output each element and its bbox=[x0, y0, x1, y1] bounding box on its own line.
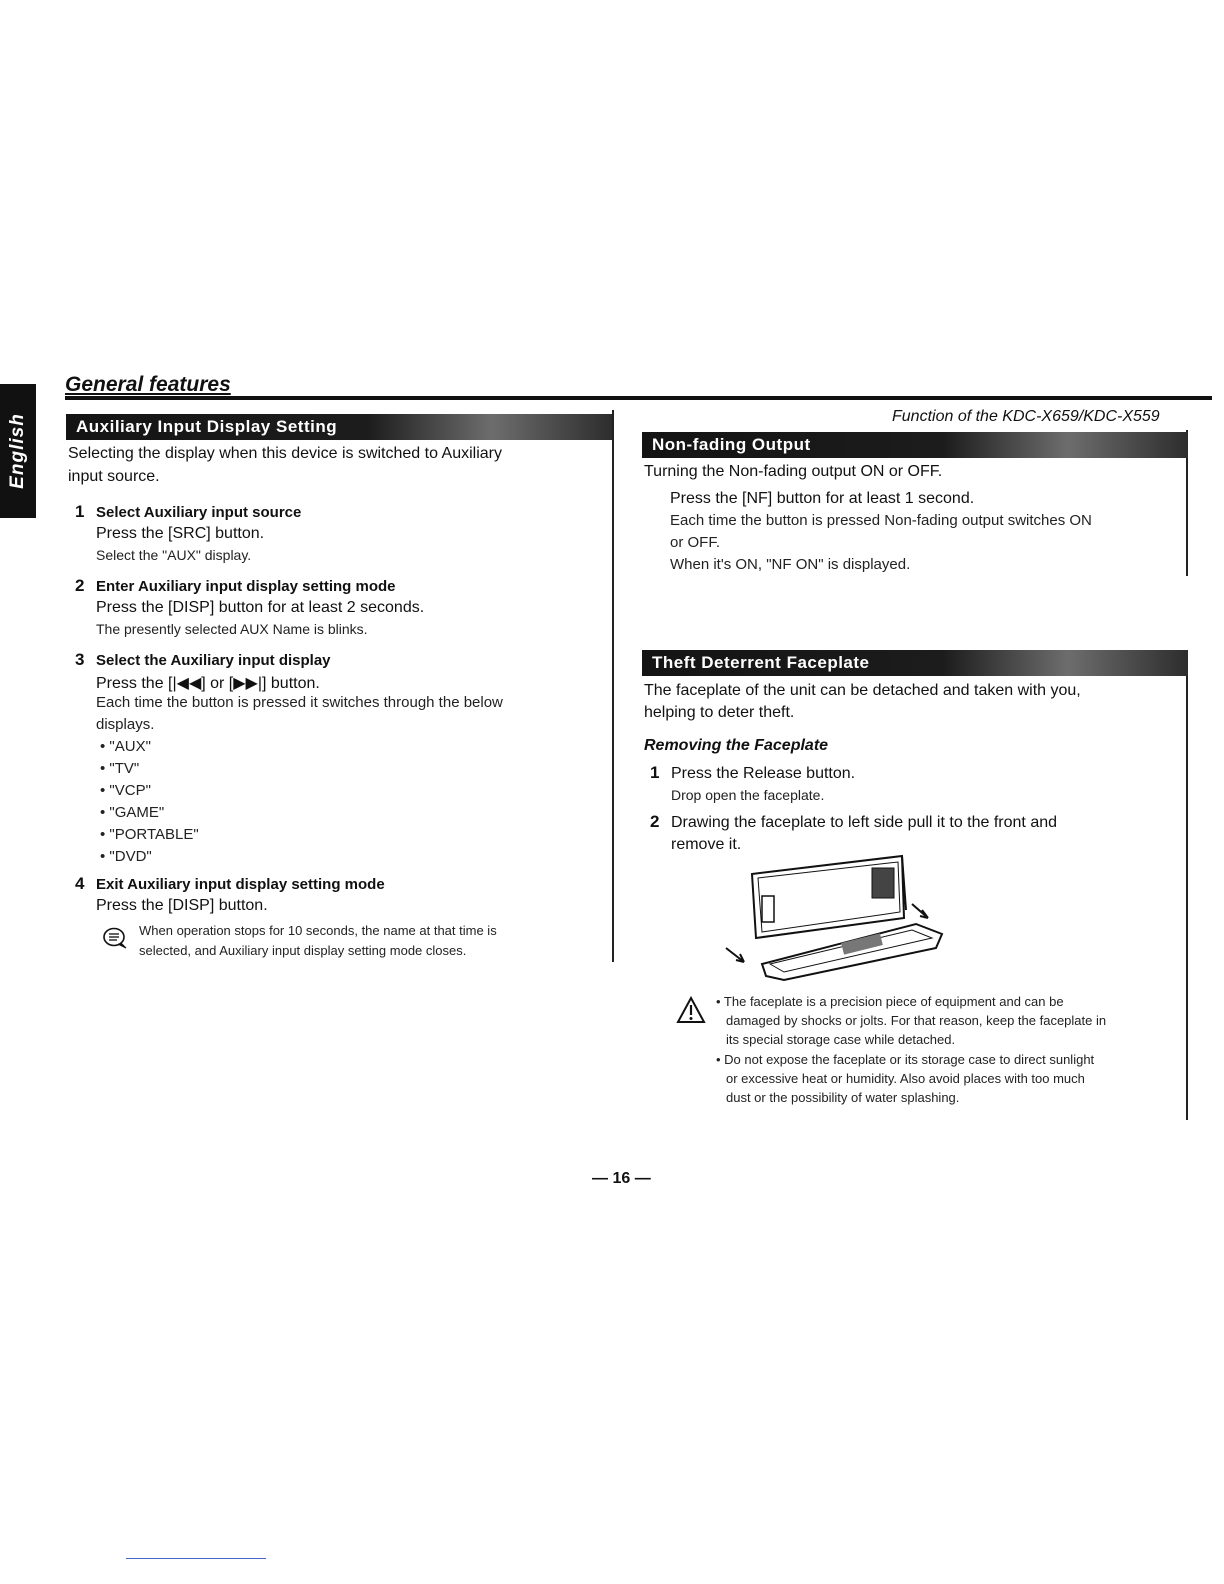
faceplate-removal-illustration bbox=[722, 852, 952, 992]
theft-step2-line2: remove it. bbox=[671, 836, 742, 853]
aux-note-line2: selected, and Auxiliary input display setting mode closes. bbox=[139, 943, 467, 958]
aux-intro-line1: Selecting the display when this device is switched to Auxiliary bbox=[68, 445, 502, 462]
theft-step2-number: 2 bbox=[650, 812, 660, 831]
aux-option-item: • "AUX" bbox=[100, 738, 151, 755]
aux-step3-number: 3 bbox=[75, 650, 85, 669]
page-number: — 16 — bbox=[592, 1170, 651, 1187]
theft-intro-line1: The faceplate of the unit can be detached and taken with you, bbox=[644, 682, 1081, 699]
warning2-line2: or excessive heat or humidity. Also avoid places with too much bbox=[726, 1071, 1085, 1086]
aux-step2-number: 2 bbox=[75, 576, 85, 595]
nonfading-line4: When it's ON, "NF ON" is displayed. bbox=[670, 556, 911, 573]
warning2-line3: dust or the possibility of water splashing. bbox=[726, 1090, 960, 1105]
aux-section-header: Auxiliary Input Display Setting bbox=[66, 414, 612, 440]
aux-option-item: • "TV" bbox=[100, 760, 140, 777]
section-title: General features bbox=[65, 373, 231, 396]
warning-triangle-icon bbox=[676, 996, 706, 1029]
aux-option-item: • "GAME" bbox=[100, 804, 165, 821]
aux-step1-title: Select Auxiliary input source bbox=[96, 504, 302, 521]
note-icon bbox=[102, 926, 128, 955]
warning2-line1: • Do not expose the faceplate or its storage case to direct sunlight bbox=[716, 1052, 1095, 1067]
theft-step1-title: Press the Release button. bbox=[671, 765, 856, 782]
aux-step2-title: Enter Auxiliary input display setting mode bbox=[96, 578, 396, 595]
aux-step2-line2: The presently selected AUX Name is blinks. bbox=[96, 621, 368, 637]
function-note: Function of the KDC-X659/KDC-X559 bbox=[892, 408, 1160, 425]
theft-step2-line1: Drawing the faceplate to left side pull it to the front and bbox=[671, 814, 1058, 831]
aux-step2-line1: Press the [DISP] button for at least 2 seconds. bbox=[96, 599, 425, 616]
theft-subheading: Removing the Faceplate bbox=[644, 737, 829, 754]
aux-option-item: • "PORTABLE" bbox=[100, 826, 199, 843]
aux-step3-line2: Each time the button is pressed it switches through the below bbox=[96, 694, 503, 711]
language-label: English bbox=[7, 413, 28, 489]
aux-step3-line3: displays. bbox=[96, 716, 155, 733]
nonfading-section-header: Non-fading Output bbox=[642, 432, 1188, 458]
nonfading-line2: Each time the button is pressed Non-fading output switches ON bbox=[670, 512, 1092, 529]
language-tab bbox=[0, 384, 36, 518]
aux-step3-title: Select the Auxiliary input display bbox=[96, 652, 331, 669]
section-rule bbox=[65, 396, 1212, 400]
aux-step3-line1: Press the [|◀◀] or [▶▶|] button. bbox=[96, 675, 320, 692]
theft-intro-line2: helping to deter theft. bbox=[644, 704, 795, 721]
bottom-line bbox=[126, 1558, 266, 1559]
aux-step1-number: 1 bbox=[75, 502, 85, 521]
aux-step1-line1: Press the [SRC] button. bbox=[96, 525, 265, 542]
theft-step1-detail: Drop open the faceplate. bbox=[671, 787, 825, 803]
column-divider-left bbox=[612, 410, 614, 962]
warning1-line2: damaged by shocks or jolts. For that reason, keep the faceplate in bbox=[726, 1013, 1107, 1028]
aux-step4-title: Exit Auxiliary input display setting mode bbox=[96, 876, 385, 893]
nonfading-line1: Press the [NF] button for at least 1 second. bbox=[670, 490, 975, 507]
aux-option-item: • "DVD" bbox=[100, 848, 152, 865]
warning1-line1: • The faceplate is a precision piece of equipment and can be bbox=[716, 994, 1064, 1009]
warning1-line3: its special storage case while detached. bbox=[726, 1032, 956, 1047]
aux-intro-line2: input source. bbox=[68, 468, 160, 485]
aux-step1-line2: Select the "AUX" display. bbox=[96, 547, 252, 563]
theft-step1-number: 1 bbox=[650, 763, 660, 782]
aux-step4-number: 4 bbox=[75, 874, 85, 893]
column-divider-right-bottom bbox=[1186, 650, 1188, 1120]
aux-option-item: • "VCP" bbox=[100, 782, 151, 799]
aux-note-line1: When operation stops for 10 seconds, the name at that time is bbox=[139, 923, 497, 938]
nonfading-line3: or OFF. bbox=[670, 534, 721, 551]
aux-step4-line1: Press the [DISP] button. bbox=[96, 897, 268, 914]
nonfading-intro: Turning the Non-fading output ON or OFF. bbox=[644, 463, 943, 480]
theft-section-header: Theft Deterrent Faceplate bbox=[642, 650, 1188, 676]
